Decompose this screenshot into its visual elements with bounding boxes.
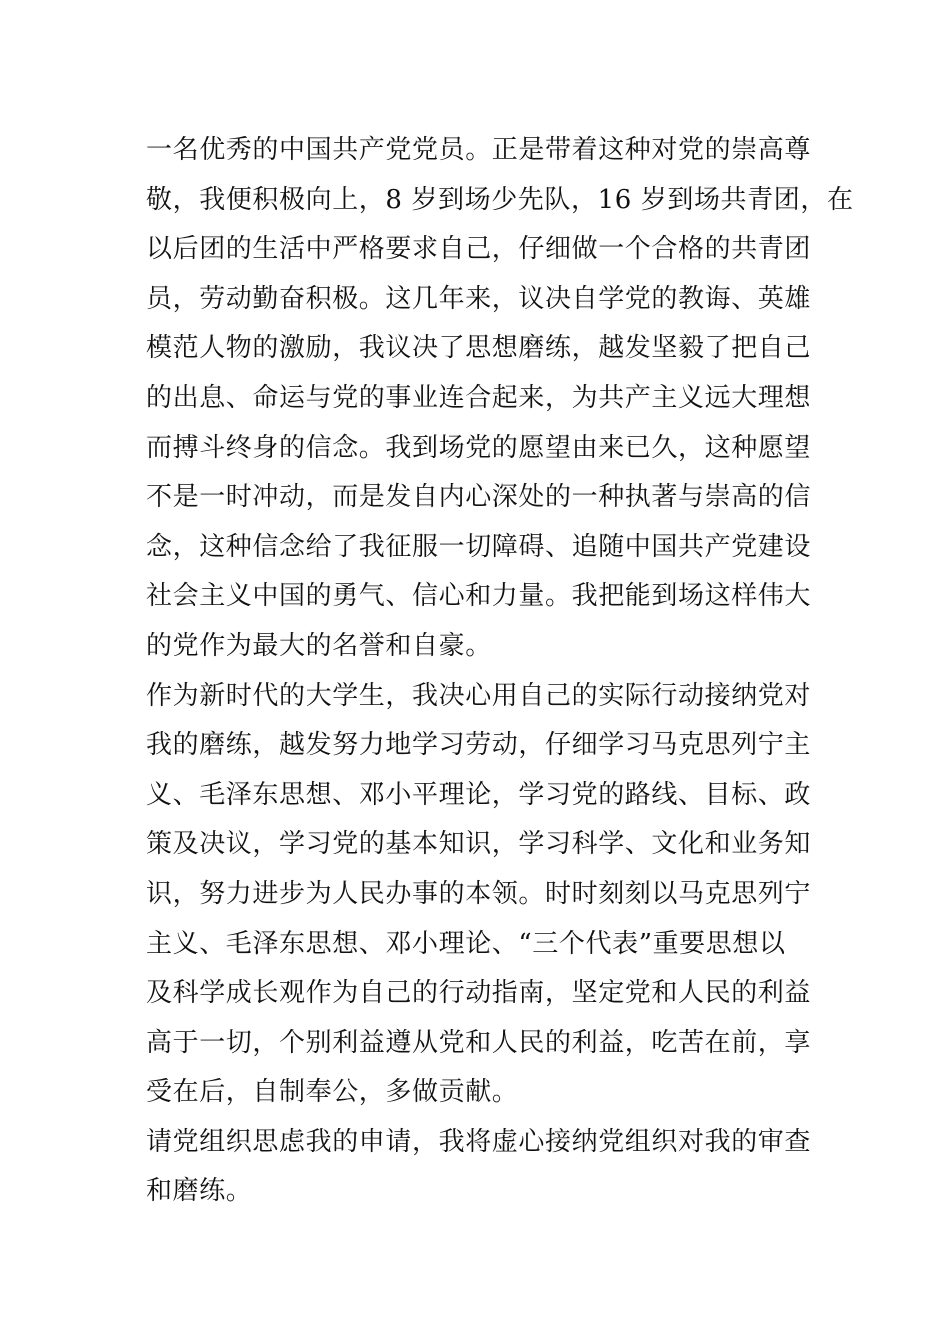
text-line: 员，劳动勤奋积极。这几年来，议决自学党的教诲、英雄	[146, 283, 812, 314]
text-line: 的出息、命运与党的事业连合起来，为共产主义远大理想	[146, 382, 812, 413]
text-line: 高于一切，个别利益遵从党和人民的利益，吃苦在前，享	[146, 1027, 812, 1058]
text-line: 的党作为最大的名誉和自豪。	[146, 630, 492, 661]
text-line: 以后团的生活中严格要求自己，仔细做一个合格的共青团	[146, 234, 812, 265]
text-line: 受在后，自制奉公，多做贡献。	[146, 1077, 519, 1108]
text-line: 主义、毛泽东思想、邓小理论、“三个代表”重要思想以	[146, 928, 786, 959]
text-line: 作为新时代的大学生，我决心用自己的实际行动接纳党对	[146, 680, 812, 711]
text-line: 义、毛泽东思想、邓小平理论，学习党的路线、目标、政	[146, 779, 812, 810]
text-line: 和磨练。	[146, 1176, 253, 1207]
text-line: 不是一时冲动，而是发自内心深处的一种执著与崇高的信	[146, 482, 812, 513]
text-line: 策及决议，学习党的基本知识，学习科学、文化和业务知	[146, 829, 812, 860]
text-line: 念，这种信念给了我征服一切障碍、追随中国共产党建设	[146, 531, 812, 562]
text-line: 及科学成长观作为自己的行动指南，坚定党和人民的利益	[146, 978, 812, 1009]
text-line: 敬，我便积极向上，8 岁到场少先队，16 岁到场共青团，在	[146, 184, 854, 215]
text-line: 而搏斗终身的信念。我到场党的愿望由来已久，这种愿望	[146, 432, 812, 463]
text-line: 识，努力进步为人民办事的本领。时时刻刻以马克思列宁	[146, 878, 812, 909]
document-body	[146, 126, 854, 1217]
text-line: 模范人物的激励，我议决了思想磨练，越发坚毅了把自己	[146, 333, 812, 364]
text-line: 我的磨练，越发努力地学习劳动，仔细学习马克思列宁主	[146, 730, 812, 761]
text-line: 社会主义中国的勇气、信心和力量。我把能到场这样伟大	[146, 581, 812, 612]
text-line: 请党组织思虑我的申请，我将虚心接纳党组织对我的审查	[146, 1126, 812, 1157]
text-line: 一名优秀的中国共产党党员。正是带着这种对党的崇高尊	[146, 135, 812, 165]
